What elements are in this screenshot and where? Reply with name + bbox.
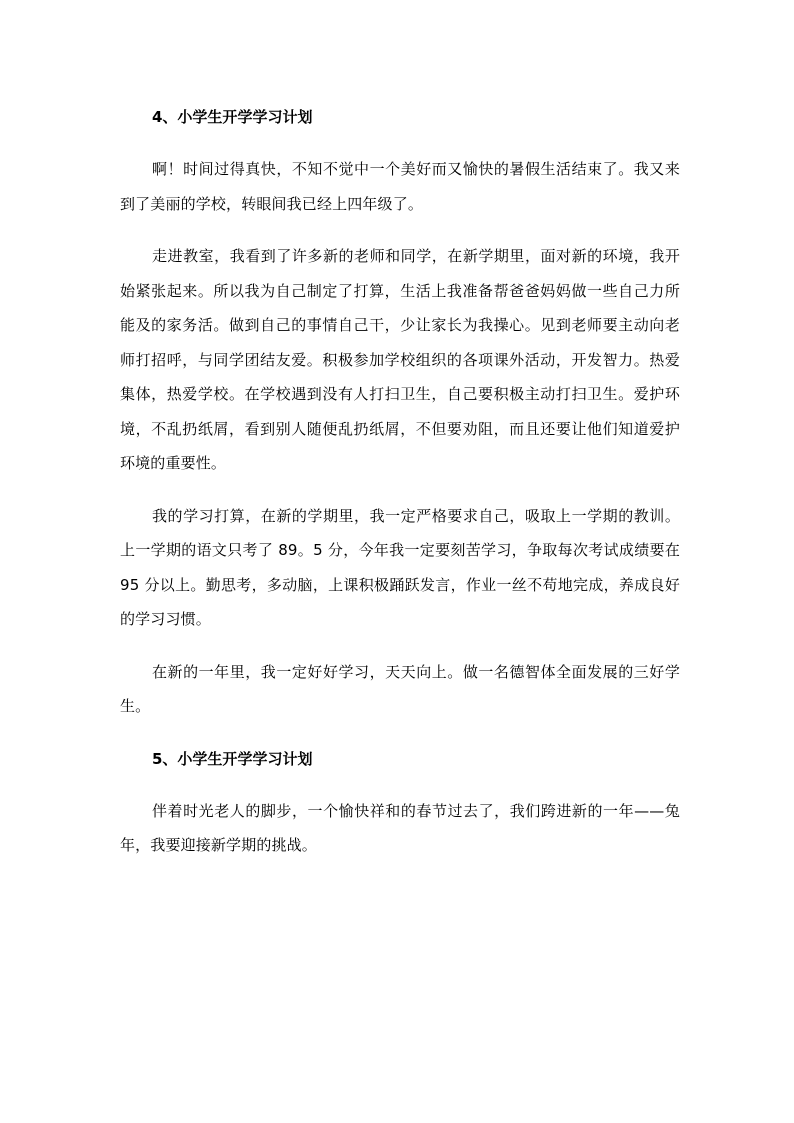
paragraph: 在新的一年里，我一定好好学习，天天向上。做一名德智体全面发展的三好学生。 (120, 662, 680, 715)
document-body (120, 100, 680, 863)
paragraph: 走进教室，我看到了许多新的老师和同学，在新学期里，面对新的环境，我开始紧张起来。所以我为自己制定了打算，生活上我准备帮爸爸妈妈做一些自己力所能及的家务活。做到自己的事情自己干，少让家长为我操心。见到老师要主动向老师打招呼，与同学团结友爱。积极参加学校组织的各项课外活动，开发智力。热爱集体，热爱学校。在学校遇到没有人打扫卫生，自己要积极主动打扫卫生。爱护环境，不乱扔纸屑，看到别人随便乱扔纸屑，不但要劝阻，而且还要让他们知道爱护环境的重要性。 (120, 247, 680, 472)
section-heading-5: 5、小学生开学学习计划 (152, 749, 313, 768)
section-heading-4: 4、小学生开学学习计划 (152, 108, 313, 126)
paragraph: 啊！时间过得真快，不知不觉中一个美好而又愉快的暑假生活结束了。我又来到了美丽的学校，转眼间我已经上四年级了。 (120, 160, 680, 213)
paragraph: 伴着时光老人的脚步，一个愉快祥和的春节过去了，我们跨进新的一年——兔年，我要迎接新学期的挑战。 (120, 801, 680, 854)
paragraph: 我的学习打算，在新的学期里，我一定严格要求自己，吸取上一学期的教训。上一学期的语文只考了 89。5 分，今年我一定要刻苦学习，争取每次考试成绩要在 95 分以上。勤思考，多动脑，上课积极踊跃发言，作业一丝不苟地完成，养成良好的学习习惯。 (120, 506, 680, 628)
